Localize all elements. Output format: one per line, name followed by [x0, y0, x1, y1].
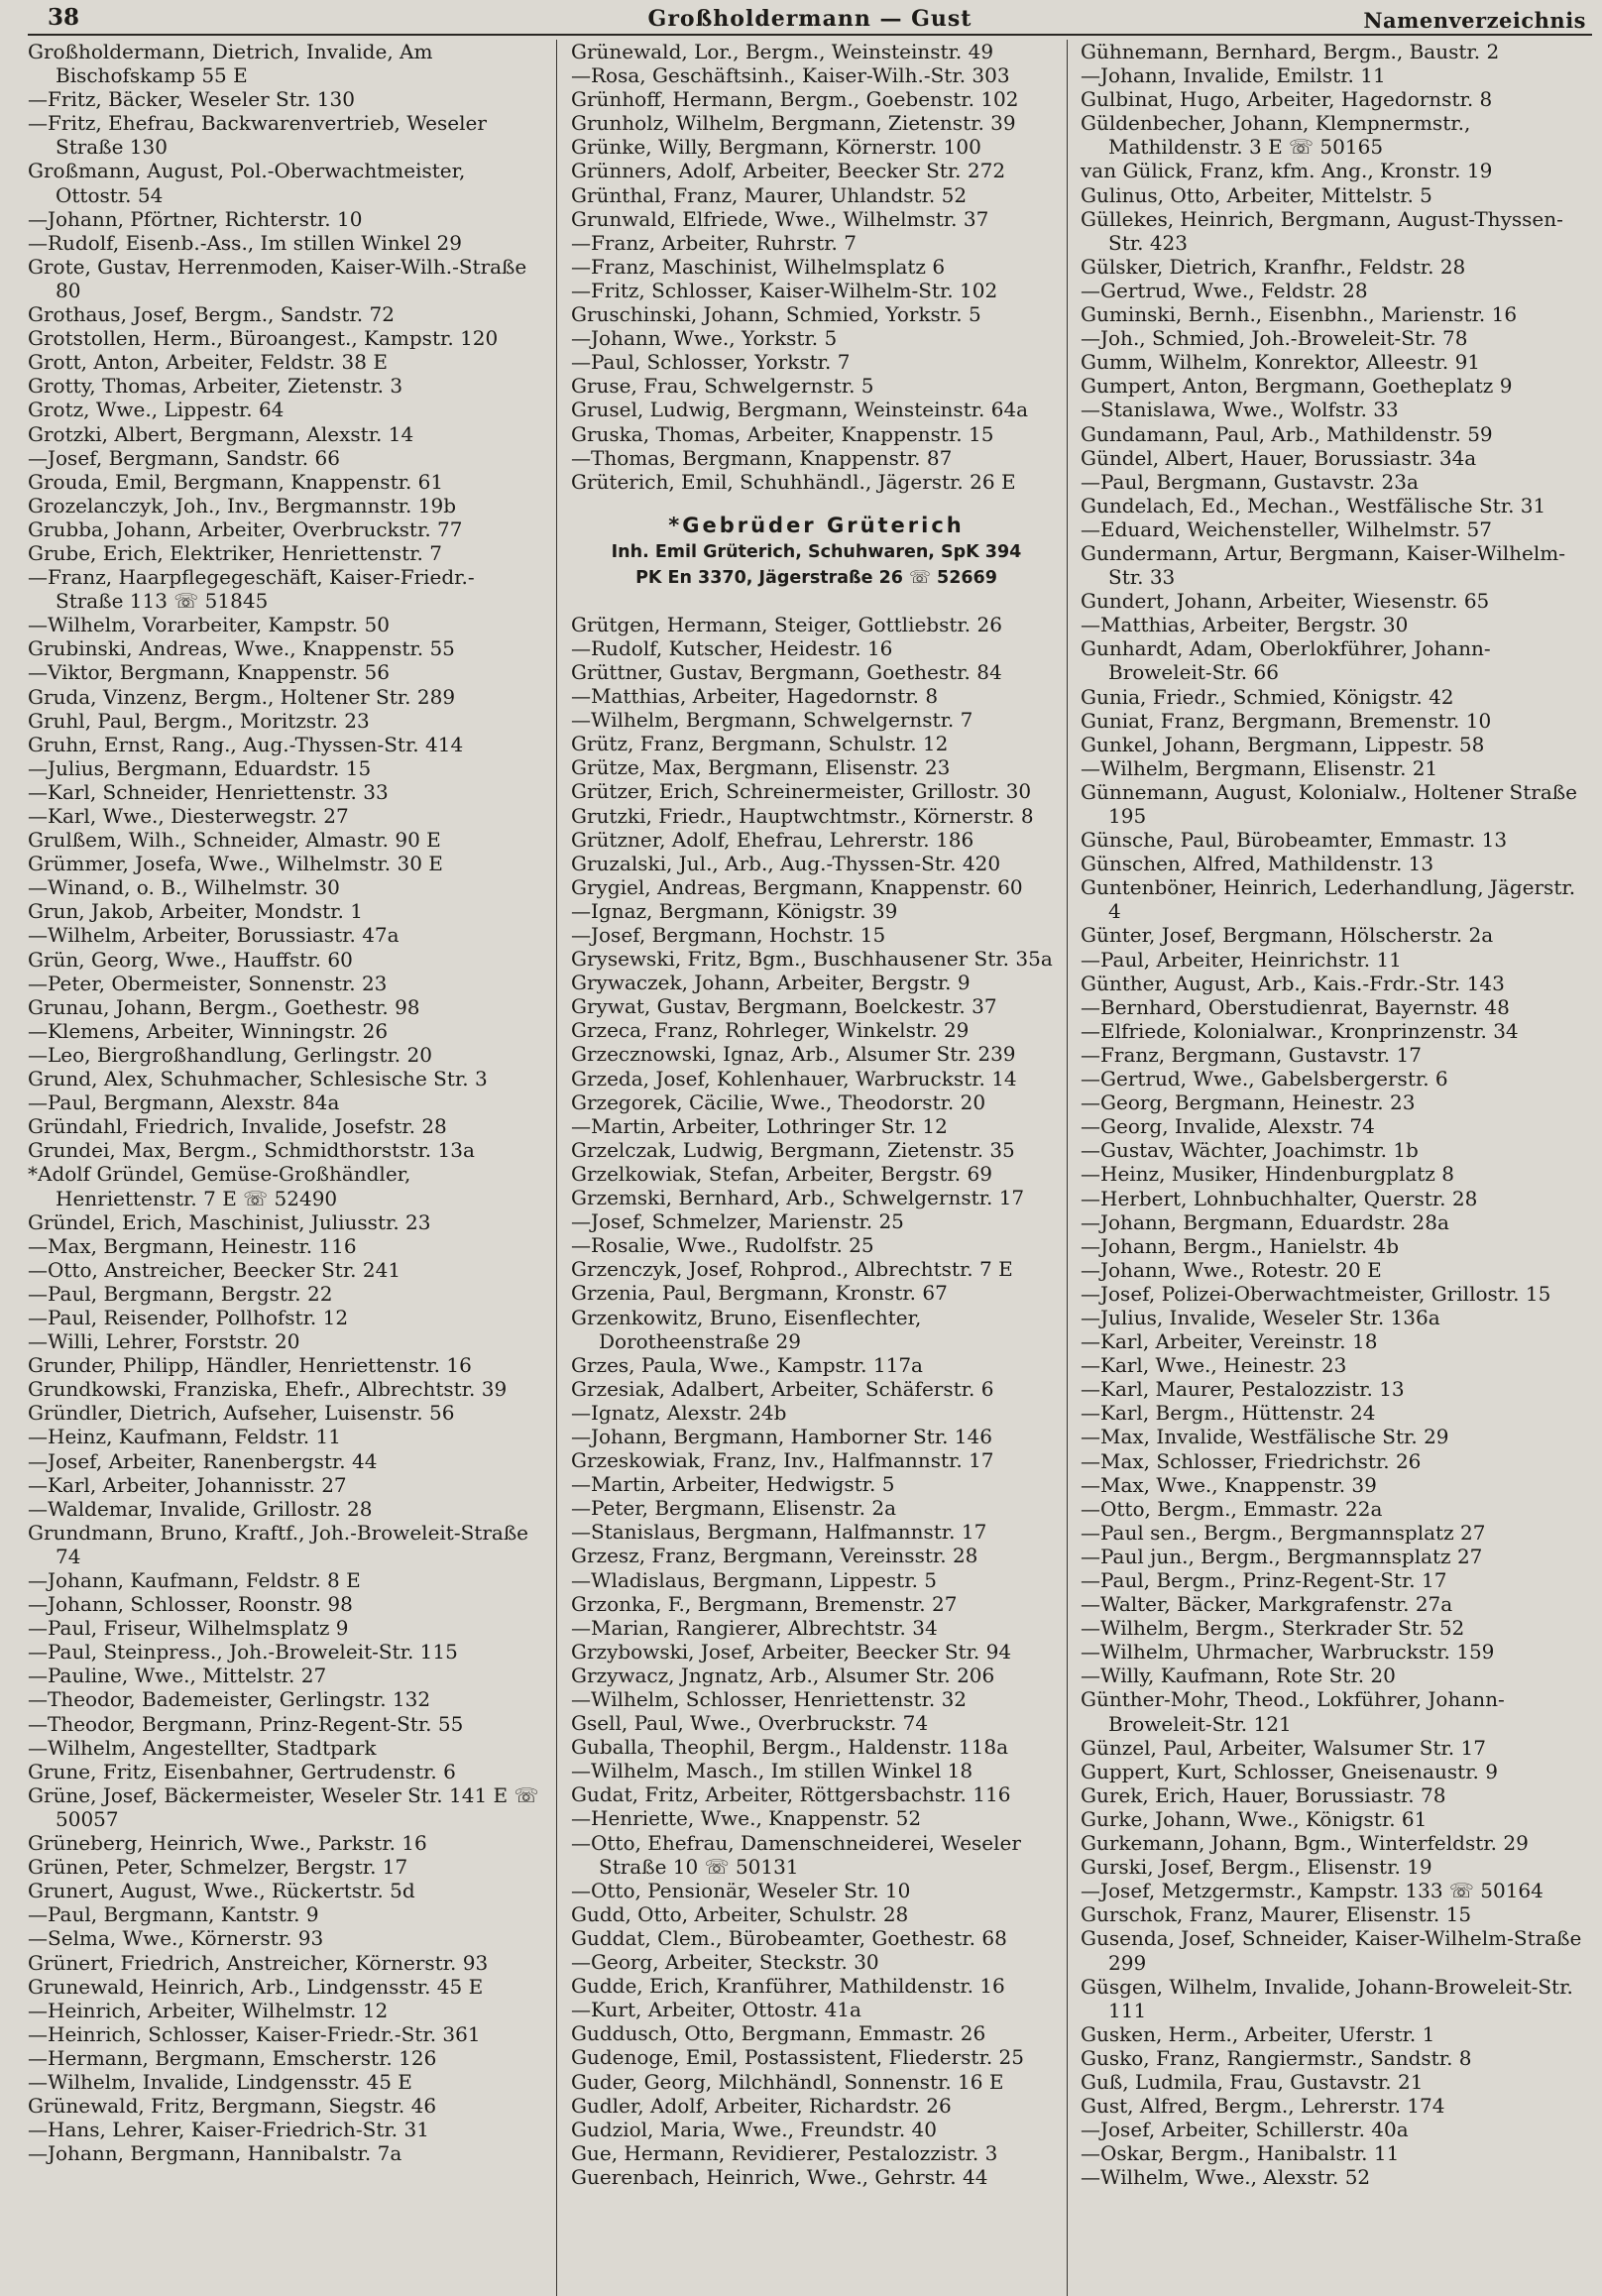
- directory-entry: —Julius, Bergmann, Eduardstr. 15: [28, 755, 372, 780]
- directory-entry: —Johann, Wwe., Yorkstr. 5: [571, 326, 838, 351]
- directory-entry: —Peter, Bergmann, Elisenstr. 2a: [571, 1496, 897, 1521]
- directory-entry: Gruhl, Paul, Bergm., Moritzstr. 23: [28, 708, 370, 733]
- directory-entry: Grzenkowitz, Bruno, Eisenflechter, Dorotheenstraße 29: [571, 1305, 922, 1353]
- directory-entry: —Georg, Invalide, Alexstr. 74: [1081, 1114, 1375, 1139]
- directory-entry: —Max, Wwe., Knappenstr. 39: [1081, 1472, 1377, 1497]
- directory-entry: Gruhn, Ernst, Rang., Aug.-Thyssen-Str. 414: [28, 732, 464, 756]
- directory-entry: —Marian, Rangierer, Albrechtstr. 34: [571, 1615, 938, 1640]
- directory-entry: Gumm, Wilhelm, Konrektor, Alleestr. 91: [1081, 350, 1481, 375]
- directory-entry: Grzelkowiak, Stefan, Arbeiter, Bergstr. 69: [571, 1161, 992, 1186]
- directory-entry: —Johann, Bergmann, Hamborner Str. 146: [571, 1424, 992, 1448]
- directory-entry: Großholdermann, Dietrich, Invalide, Am Bischofskamp 55 E: [28, 40, 433, 88]
- directory-entry: Grüneberg, Heinrich, Wwe., Parkstr. 16: [28, 1831, 427, 1856]
- directory-entry: —Heinrich, Arbeiter, Wilhelmstr. 12: [28, 1998, 389, 2022]
- directory-entry: Gruska, Thomas, Arbeiter, Knappenstr. 15: [571, 421, 994, 446]
- directory-entry: Grünthal, Franz, Maurer, Uhlandstr. 52: [571, 182, 968, 207]
- directory-entry: —Viktor, Bergmann, Knappenstr. 56: [28, 660, 390, 685]
- entry-columns: [28, 40, 1592, 2296]
- directory-entry: —Theodor, Bergmann, Prinz-Regent-Str. 55: [28, 1711, 464, 1736]
- directory-entry: —Paul, Bergm., Prinz-Regent-Str. 17: [1081, 1568, 1447, 1592]
- directory-entry: —Josef, Arbeiter, Schillerstr. 40a: [1081, 2118, 1409, 2142]
- directory-entry: —Max, Invalide, Westfälische Str. 29: [1081, 1425, 1449, 1449]
- directory-entry: Grubinski, Andreas, Wwe., Knappenstr. 55: [28, 636, 455, 661]
- directory-entry: —Rosalie, Wwe., Rudolfstr. 25: [571, 1233, 874, 1258]
- directory-entry: Grubba, Johann, Arbeiter, Overbruckstr. 77: [28, 517, 463, 541]
- directory-entry: —Johann, Wwe., Rotestr. 20 E: [1081, 1257, 1382, 1282]
- directory-entry: —Franz, Bergmann, Gustavstr. 17: [1081, 1042, 1422, 1067]
- directory-entry: —Fritz, Schlosser, Kaiser-Wilhelm-Str. 102: [571, 278, 998, 302]
- directory-entry: —Franz, Maschinist, Wilhelmsplatz 6: [571, 254, 946, 279]
- directory-entry: Grzelczak, Ludwig, Bergmann, Zietenstr. 35: [571, 1137, 1015, 1162]
- directory-entry: —Josef, Metzgermstr., Kampstr. 133 ☏ 50164: [1081, 1879, 1544, 1903]
- directory-entry: Gühnemann, Bernhard, Bergm., Baustr. 2: [1081, 40, 1500, 63]
- directory-entry: —Karl, Bergm., Hüttenstr. 24: [1081, 1401, 1376, 1426]
- directory-entry: Gudenoge, Emil, Postassistent, Fliederstr. 25: [571, 2045, 1024, 2070]
- directory-entry: —Wladislaus, Bergmann, Lippestr. 5: [571, 1567, 938, 1592]
- directory-entry: Grünewald, Lor., Bergm., Weinsteinstr. 49: [571, 40, 994, 63]
- directory-entry: Grzegorek, Cäcilie, Wwe., Theodorstr. 20: [571, 1090, 986, 1114]
- directory-entry: van Gülick, Franz, kfm. Ang., Kronstr. 19: [1081, 159, 1493, 183]
- directory-entry: Grotstollen, Herm., Büroangest., Kampstr. 120: [28, 326, 499, 351]
- ad-line-2: PK En 3370, Jägerstraße 26 ☏ 52669: [635, 567, 997, 588]
- directory-entry: Grüne, Josef, Bäckermeister, Weseler Str. 141 E ☏ 50057: [28, 1782, 539, 1831]
- column-3: [1067, 40, 1592, 2296]
- directory-entry: —Karl, Schneider, Henriettenstr. 33: [28, 779, 389, 804]
- directory-entry: —Herbert, Lohnbuchhalter, Querstr. 28: [1081, 1186, 1478, 1210]
- directory-entry: —Julius, Invalide, Weseler Str. 136a: [1081, 1305, 1440, 1329]
- directory-entry: —Rudolf, Kutscher, Heidestr. 16: [571, 635, 893, 660]
- directory-entry: Gurschok, Franz, Maurer, Elisenstr. 15: [1081, 1902, 1472, 1927]
- directory-entry: Güsgen, Wilhelm, Invalide, Johann-Broweleit-Str. 111: [1081, 1974, 1573, 2022]
- directory-entry: —Paul, Bergmann, Alexstr. 84a: [28, 1091, 340, 1115]
- directory-entry: *Adolf Gründel, Gemüse-Großhändler, Henriettenstr. 7 E ☏ 52490: [28, 1162, 411, 1210]
- advertisement-box: [571, 512, 1062, 591]
- directory-entry: —Fritz, Ehefrau, Backwarenvertrieb, Weseler Straße 130: [28, 111, 487, 160]
- directory-entry: —Franz, Haarpflegegeschäft, Kaiser-Friedr.-Straße 113 ☏ 51845: [28, 565, 475, 614]
- directory-entry: —Johann, Bergmann, Hannibalstr. 7a: [28, 2141, 402, 2166]
- directory-entry: Günther, August, Arb., Kais.-Frdr.-Str. 143: [1081, 971, 1505, 995]
- directory-entry: —Johann, Schlosser, Roonstr. 98: [28, 1592, 353, 1617]
- directory-entry: Grott, Anton, Arbeiter, Feldstr. 38 E: [28, 350, 388, 375]
- directory-entry: Grünners, Adolf, Arbeiter, Beecker Str. 272: [571, 159, 1006, 183]
- directory-entry: —Henriette, Wwe., Knappenstr. 52: [571, 1806, 922, 1831]
- directory-entry: Gründel, Erich, Maschinist, Juliusstr. 23: [28, 1209, 431, 1234]
- directory-entry: Grümmer, Josefa, Wwe., Wilhelmstr. 30 E: [28, 852, 443, 876]
- directory-entry: —Gustav, Wächter, Joachimstr. 1b: [1081, 1138, 1419, 1163]
- directory-entry: Grützer, Erich, Schreinermeister, Grillostr. 30: [571, 779, 1032, 804]
- directory-entry: Grzes, Paula, Wwe., Kampstr. 117a: [571, 1352, 923, 1377]
- directory-entry: Günter, Josef, Bergmann, Hölscherstr. 2a: [1081, 923, 1494, 948]
- directory-entry: —Johann, Bergmann, Eduardstr. 28a: [1081, 1209, 1449, 1234]
- directory-entry: —Fritz, Bäcker, Weseler Str. 130: [28, 87, 355, 112]
- directory-entry: Gudler, Adolf, Arbeiter, Richardstr. 26: [571, 2093, 952, 2118]
- directory-entry: Grzesiak, Adalbert, Arbeiter, Schäferstr. 6: [571, 1376, 994, 1401]
- directory-entry: —Josef, Bergmann, Sandstr. 66: [28, 445, 340, 470]
- directory-entry: —Matthias, Arbeiter, Bergstr. 30: [1081, 613, 1409, 637]
- directory-entry: Grusel, Ludwig, Bergmann, Weinsteinstr. 64a: [571, 398, 1029, 422]
- directory-entry: —Karl, Arbeiter, Vereinstr. 18: [1081, 1329, 1378, 1354]
- directory-entry: Grzemski, Bernhard, Arb., Schwelgernstr. 17: [571, 1186, 1025, 1210]
- directory-entry: Grouda, Emil, Bergmann, Knappenstr. 61: [28, 469, 444, 494]
- directory-entry: —Elfriede, Kolonialwar., Kronprinzenstr. 34: [1081, 1018, 1519, 1043]
- directory-entry: Grundmann, Bruno, Kraftf., Joh.-Broweleit-Straße 74: [28, 1520, 529, 1568]
- directory-entry: —Otto, Anstreicher, Beecker Str. 241: [28, 1257, 401, 1282]
- directory-entry: —Gertrud, Wwe., Feldstr. 28: [1081, 278, 1368, 302]
- directory-entry: Grotzki, Albert, Bergmann, Alexstr. 14: [28, 421, 414, 446]
- directory-entry: Gust, Alfred, Bergm., Lehrerstr. 174: [1081, 2094, 1445, 2119]
- directory-entry: —Paul jun., Bergm., Bergmannsplatz 27: [1081, 1544, 1483, 1568]
- column-2-bottom-entries: [571, 613, 1062, 2189]
- directory-entry: Günzel, Paul, Arbeiter, Walsumer Str. 17: [1081, 1735, 1486, 1760]
- directory-entry: —Ignaz, Bergmann, Königstr. 39: [571, 898, 898, 923]
- page-header: [28, 4, 1592, 36]
- directory-entry: Grzywacz, Jngnatz, Arb., Alsumer Str. 206: [571, 1663, 995, 1687]
- directory-entry: —Theodor, Bademeister, Gerlingstr. 132: [28, 1687, 431, 1712]
- directory-entry: Gurski, Josef, Bergm., Elisenstr. 19: [1081, 1855, 1432, 1880]
- directory-entry: —Winand, o. B., Wilhelmstr. 30: [28, 875, 340, 900]
- directory-entry: —Eduard, Weichensteller, Wilhelmstr. 57: [1081, 517, 1492, 541]
- directory-entry: Grünhoff, Hermann, Bergm., Goebenstr. 102: [571, 87, 1019, 112]
- directory-entry: —Wilhelm, Bergmann, Schwelgernstr. 7: [571, 708, 973, 733]
- directory-entry: Gruschinski, Johann, Schmied, Yorkstr. 5: [571, 302, 981, 327]
- directory-entry: Güldenbecher, Johann, Klempnermstr., Mathildenstr. 3 E ☏ 50165: [1081, 111, 1471, 160]
- section-title: Namenverzeichnis: [1363, 8, 1586, 33]
- directory-entry: Gruda, Vinzenz, Bergm., Holtener Str. 289: [28, 684, 456, 709]
- directory-entry: —Kurt, Arbeiter, Ottostr. 41a: [571, 1998, 861, 2022]
- directory-entry: Grzecznowski, Ignaz, Arb., Alsumer Str. 239: [571, 1042, 1016, 1067]
- directory-entry: Gundermann, Artur, Bergmann, Kaiser-Wilhelm-Str. 33: [1081, 540, 1565, 590]
- directory-entry: —Walter, Bäcker, Markgrafenstr. 27a: [1081, 1592, 1453, 1617]
- directory-entry: —Johann, Invalide, Emilstr. 11: [1081, 63, 1386, 88]
- directory-entry: Gülsker, Dietrich, Kranfhr., Feldstr. 28: [1081, 254, 1466, 279]
- directory-entry: Güllekes, Heinrich, Bergmann, August-Thyssen-Str. 423: [1081, 206, 1563, 255]
- directory-entry: Grunholz, Wilhelm, Bergmann, Zietenstr. 39: [571, 111, 1016, 136]
- directory-entry: Guppert, Kurt, Schlosser, Gneisenaustr. 9: [1081, 1759, 1498, 1783]
- directory-entry: Grywat, Gustav, Bergmann, Boelckestr. 37: [571, 994, 997, 1019]
- directory-entry: Günschen, Alfred, Mathildenstr. 13: [1081, 852, 1434, 876]
- directory-entry: Gundamann, Paul, Arb., Mathildenstr. 59: [1081, 421, 1493, 446]
- directory-entry: —Johann, Pförtner, Richterstr. 10: [28, 206, 363, 231]
- directory-entry: Grüterich, Emil, Schuhhändl., Jägerstr. 26 E: [571, 469, 1016, 494]
- directory-entry: Grozelanczyk, Joh., Inv., Bergmannstr. 19b: [28, 493, 456, 517]
- directory-entry: —Rosa, Geschäftsinh., Kaiser-Wilh.-Str. 303: [571, 63, 1010, 88]
- directory-entry: Günnemann, August, Kolonialw., Holtener Straße 195: [1081, 779, 1577, 828]
- directory-entry: —Wilhelm, Vorarbeiter, Kampstr. 50: [28, 613, 390, 637]
- directory-entry: —Paul, Bergmann, Kantstr. 9: [28, 1902, 319, 1927]
- directory-entry: Gudziol, Maria, Wwe., Freundstr. 40: [571, 2117, 937, 2141]
- directory-entry: Grunert, August, Wwe., Rückertstr. 5d: [28, 1879, 415, 1903]
- directory-entry: —Wilhelm, Arbeiter, Borussiastr. 47a: [28, 923, 400, 948]
- directory-entry: —Pauline, Wwe., Mittelstr. 27: [28, 1664, 327, 1688]
- directory-entry: Guniat, Franz, Bergmann, Bremenstr. 10: [1081, 708, 1492, 733]
- directory-entry: —Matthias, Arbeiter, Hagedornstr. 8: [571, 684, 939, 709]
- directory-entry: Grünewald, Fritz, Bergmann, Siegstr. 46: [28, 2094, 437, 2119]
- directory-entry: —Josef, Polizei-Oberwachtmeister, Grillostr. 15: [1081, 1281, 1551, 1306]
- directory-entry: —Waldemar, Invalide, Grillostr. 28: [28, 1496, 373, 1521]
- directory-entry: Gunhardt, Adam, Oberlokführer, Johann-Broweleit-Str. 66: [1081, 636, 1491, 685]
- directory-entry: —Max, Bergmann, Heinestr. 116: [28, 1233, 357, 1258]
- directory-entry: —Wilhelm, Wwe., Alexstr. 52: [1081, 2165, 1371, 2190]
- directory-entry: —Paul, Schlosser, Yorkstr. 7: [571, 350, 851, 375]
- directory-entry: —Gertrud, Wwe., Gabelsbergerstr. 6: [1081, 1067, 1448, 1091]
- directory-entry: —Josef, Bergmann, Hochstr. 15: [571, 923, 886, 947]
- directory-entry: Gunia, Friedr., Schmied, Königstr. 42: [1081, 684, 1454, 709]
- directory-entry: —Wilhelm, Angestellter, Stadtpark: [28, 1735, 377, 1760]
- directory-entry: Grundkowski, Franziska, Ehefr., Albrechtstr. 39: [28, 1377, 508, 1402]
- directory-entry: —Georg, Arbeiter, Steckstr. 30: [571, 1950, 879, 1975]
- directory-entry: Gurke, Johann, Wwe., Königstr. 61: [1081, 1806, 1428, 1831]
- directory-entry: Großmann, August, Pol.-Oberwachtmeister, Ottostr. 54: [28, 159, 466, 207]
- directory-entry: —Paul sen., Bergm., Bergmannsplatz 27: [1081, 1520, 1486, 1545]
- directory-entry: Gsell, Paul, Wwe., Overbruckstr. 74: [571, 1711, 929, 1736]
- directory-entry: Guß, Ludmila, Frau, Gustavstr. 21: [1081, 2069, 1424, 2094]
- directory-entry: Gulinus, Otto, Arbeiter, Mittelstr. 5: [1081, 182, 1432, 207]
- directory-entry: —Willy, Kaufmann, Rote Str. 20: [1081, 1664, 1396, 1688]
- directory-entry: Grzeda, Josef, Kohlenhauer, Warbruckstr. 14: [571, 1066, 1017, 1091]
- directory-entry: Grzesz, Franz, Bergmann, Vereinsstr. 28: [571, 1544, 978, 1568]
- directory-entry: —Bernhard, Oberstudienrat, Bayernstr. 48: [1081, 994, 1510, 1019]
- directory-entry: —Wilhelm, Bergm., Sterkrader Str. 52: [1081, 1616, 1465, 1641]
- directory-entry: Grzonka, F., Bergmann, Bremenstr. 27: [571, 1591, 958, 1616]
- directory-entry: Gumpert, Anton, Bergmann, Goetheplatz 9: [1081, 374, 1513, 399]
- directory-entry: Grundei, Max, Bergm., Schmidthorststr. 13a: [28, 1138, 475, 1163]
- ad-title: *Gebrüder Grüterich: [668, 513, 965, 537]
- directory-entry: Grotty, Thomas, Arbeiter, Zietenstr. 3: [28, 374, 403, 399]
- directory-entry: —Paul, Reisender, Pollhofstr. 12: [28, 1305, 349, 1329]
- directory-entry: —Karl, Wwe., Diesterwegstr. 27: [28, 804, 349, 828]
- running-title: Großholdermann — Gust: [647, 6, 973, 32]
- directory-entry: —Stanislaus, Bergmann, Halfmannstr. 17: [571, 1520, 987, 1545]
- directory-entry: Grzybowski, Josef, Arbeiter, Beecker Str. 94: [571, 1639, 1012, 1664]
- directory-entry: Grünke, Willy, Bergmann, Körnerstr. 100: [571, 135, 981, 160]
- directory-entry: —Paul, Arbeiter, Heinrichstr. 11: [1081, 947, 1402, 972]
- directory-entry: —Stanislawa, Wwe., Wolfstr. 33: [1081, 398, 1399, 422]
- directory-entry: Grywaczek, Johann, Arbeiter, Bergstr. 9: [571, 971, 971, 995]
- directory-entry: —Wilhelm, Bergmann, Elisenstr. 21: [1081, 755, 1438, 780]
- directory-entry: Gunkel, Johann, Bergmann, Lippestr. 58: [1081, 732, 1485, 756]
- directory-entry: —Johann, Kaufmann, Feldstr. 8 E: [28, 1568, 361, 1592]
- directory-entry: Guddusch, Otto, Bergmann, Emmastr. 26: [571, 2021, 986, 2046]
- directory-entry: Gudd, Otto, Arbeiter, Schulstr. 28: [571, 1901, 909, 1926]
- directory-entry: Grün, Georg, Wwe., Hauffstr. 60: [28, 947, 353, 972]
- directory-entry: —Wilhelm, Masch., Im stillen Winkel 18: [571, 1759, 973, 1783]
- directory-entry: Grünen, Peter, Schmelzer, Bergstr. 17: [28, 1855, 408, 1880]
- directory-entry: —Otto, Bergm., Emmastr. 22a: [1081, 1496, 1383, 1521]
- directory-entry: Guerenbach, Heinrich, Wwe., Gehrstr. 44: [571, 2164, 988, 2189]
- directory-entry: —Heinz, Musiker, Hindenburgplatz 8: [1081, 1162, 1454, 1187]
- directory-entry: Grütz, Franz, Bergmann, Schulstr. 12: [571, 732, 949, 756]
- directory-entry: Grütgen, Hermann, Steiger, Gottliebstr. 26: [571, 612, 1002, 636]
- directory-entry: Gründler, Dietrich, Aufseher, Luisenstr. 56: [28, 1401, 455, 1426]
- directory-entry: —Otto, Pensionär, Weseler Str. 10: [571, 1878, 911, 1902]
- page-number: 38: [48, 4, 80, 31]
- directory-entry: Gurek, Erich, Hauer, Borussiastr. 78: [1081, 1782, 1446, 1807]
- directory-entry: —Karl, Arbeiter, Johannisstr. 27: [28, 1472, 347, 1497]
- directory-entry: —Johann, Bergm., Hanielstr. 4b: [1081, 1233, 1400, 1258]
- directory-entry: Guddat, Clem., Bürobeamter, Goethestr. 68: [571, 1925, 1007, 1950]
- directory-entry: Grund, Alex, Schuhmacher, Schlesische Str. 3: [28, 1067, 488, 1091]
- directory-entry: —Hans, Lehrer, Kaiser-Friedrich-Str. 31: [28, 2118, 429, 2142]
- directory-entry: Guballa, Theophil, Bergm., Haldenstr. 118a: [571, 1735, 1008, 1760]
- directory-entry: —Selma, Wwe., Körnerstr. 93: [28, 1926, 324, 1951]
- directory-entry: —Paul, Bergmann, Bergstr. 22: [28, 1281, 333, 1306]
- directory-entry: Gusko, Franz, Rangiermstr., Sandstr. 8: [1081, 2045, 1472, 2070]
- directory-entry: —Paul, Bergmann, Gustavstr. 23a: [1081, 469, 1419, 494]
- directory-entry: Grygiel, Andreas, Bergmann, Knappenstr. 60: [571, 874, 1023, 899]
- directory-entry: —Hermann, Bergmann, Emscherstr. 126: [28, 2045, 437, 2070]
- directory-entry: Gundert, Johann, Arbeiter, Wiesenstr. 65: [1081, 589, 1490, 614]
- directory-entry: —Max, Schlosser, Friedrichstr. 26: [1081, 1448, 1422, 1473]
- column-2-top-entries: [571, 40, 1062, 494]
- directory-entry: —Leo, Biergroßhandlung, Gerlingstr. 20: [28, 1042, 432, 1067]
- directory-entry: Grube, Erich, Elektriker, Henriettenstr. 7: [28, 540, 442, 565]
- directory-entry: Grutzki, Friedr., Hauptwchtmstr., Körnerstr. 8: [571, 803, 1034, 828]
- directory-entry: —Paul, Steinpress., Joh.-Broweleit-Str. 115: [28, 1640, 458, 1665]
- directory-entry: —Franz, Arbeiter, Ruhrstr. 7: [571, 230, 857, 255]
- directory-entry: —Thomas, Bergmann, Knappenstr. 87: [571, 445, 953, 470]
- directory-entry: Gudde, Erich, Kranführer, Mathildenstr. 16: [571, 1974, 1005, 1999]
- column-1: [28, 40, 541, 2296]
- directory-entry: Gündel, Albert, Hauer, Borussiastr. 34a: [1081, 445, 1477, 470]
- directory-entry: Gruse, Frau, Schwelgernstr. 5: [571, 374, 874, 399]
- directory-entry: —Heinz, Kaufmann, Feldstr. 11: [28, 1425, 341, 1449]
- directory-entry: Grüttner, Gustav, Bergmann, Goethestr. 84: [571, 659, 1002, 684]
- directory-entry: Guder, Georg, Milchhändl, Sonnenstr. 16 E: [571, 2069, 1004, 2094]
- directory-entry: —Josef, Schmelzer, Marienstr. 25: [571, 1209, 904, 1234]
- directory-entry: —Peter, Obermeister, Sonnenstr. 23: [28, 971, 388, 995]
- directory-entry: Grun, Jakob, Arbeiter, Mondstr. 1: [28, 899, 363, 924]
- directory-entry: —Georg, Bergmann, Heinestr. 23: [1081, 1091, 1416, 1115]
- directory-entry: Gusken, Herm., Arbeiter, Uferstr. 1: [1081, 2021, 1435, 2046]
- directory-entry: —Karl, Maurer, Pestalozzistr. 13: [1081, 1377, 1405, 1402]
- directory-entry: —Paul, Friseur, Wilhelmsplatz 9: [28, 1616, 349, 1641]
- directory-entry: Grzenia, Paul, Bergmann, Kronstr. 67: [571, 1281, 948, 1306]
- directory-entry: Gründahl, Friedrich, Invalide, Josefstr. 28: [28, 1114, 447, 1139]
- directory-entry: Grunau, Johann, Bergm., Goethestr. 98: [28, 994, 420, 1019]
- directory-entry: Grützner, Adolf, Ehefrau, Lehrerstr. 186: [571, 827, 974, 852]
- directory-entry: Grünert, Friedrich, Anstreicher, Körnerstr. 93: [28, 1950, 489, 1975]
- directory-entry: Grunwald, Elfriede, Wwe., Wilhelmstr. 37: [571, 206, 989, 231]
- directory-entry: —Karl, Wwe., Heinestr. 23: [1081, 1353, 1347, 1378]
- directory-entry: —Wilhelm, Schlosser, Henriettenstr. 32: [571, 1687, 968, 1711]
- directory-entry: Gue, Hermann, Revidierer, Pestalozzistr. 3: [571, 2140, 998, 2165]
- directory-entry: —Oskar, Bergm., Hanibalstr. 11: [1081, 2141, 1400, 2166]
- directory-entry: Gundelach, Ed., Mechan., Westfälische Str. 31: [1081, 493, 1546, 517]
- directory-entry: —Martin, Arbeiter, Hedwigstr. 5: [571, 1472, 895, 1497]
- directory-entry: Grote, Gustav, Herrenmoden, Kaiser-Wilh.-Straße 80: [28, 254, 527, 302]
- directory-entry: —Martin, Arbeiter, Lothringer Str. 12: [571, 1113, 948, 1138]
- directory-entry: Grzeca, Franz, Rohrleger, Winkelstr. 29: [571, 1018, 970, 1043]
- directory-entry: Guminski, Bernh., Eisenbhn., Marienstr. 16: [1081, 302, 1518, 327]
- directory-entry: Grune, Fritz, Eisenbahner, Gertrudenstr. 6: [28, 1759, 456, 1783]
- directory-entry: Gudat, Fritz, Arbeiter, Röttgersbachstr. 116: [571, 1782, 1011, 1807]
- directory-entry: Grunewald, Heinrich, Arb., Lindgensstr. 45 E: [28, 1974, 484, 1999]
- directory-entry: Gulbinat, Hugo, Arbeiter, Hagedornstr. 8: [1081, 87, 1493, 112]
- directory-entry: —Wilhelm, Uhrmacher, Warbruckstr. 159: [1081, 1640, 1495, 1665]
- directory-entry: Guntenböner, Heinrich, Lederhandlung, Jägerstr. 4: [1081, 875, 1576, 924]
- directory-entry: Günther-Mohr, Theod., Lokführer, Johann-Broweleit-Str. 121: [1081, 1687, 1505, 1736]
- ad-line-1: Inh. Emil Grüterich, Schuhwaren, SpK 394: [611, 541, 1022, 562]
- directory-entry: Gusenda, Josef, Schneider, Kaiser-Wilhelm-Straße 299: [1081, 1926, 1582, 1975]
- column-2: [556, 40, 1062, 2296]
- directory-entry: Grunder, Philipp, Händler, Henriettenstr. 16: [28, 1353, 472, 1378]
- directory-entry: —Joh., Schmied, Joh.-Broweleit-Str. 78: [1081, 326, 1468, 351]
- directory-entry: —Wilhelm, Invalide, Lindgensstr. 45 E: [28, 2069, 412, 2094]
- directory-entry: —Klemens, Arbeiter, Winningstr. 26: [28, 1018, 389, 1043]
- directory-entry: —Willi, Lehrer, Forststr. 20: [28, 1329, 300, 1354]
- directory-entry: Grotz, Wwe., Lippestr. 64: [28, 398, 285, 422]
- directory-entry: —Otto, Ehefrau, Damenschneiderei, Weseler Straße 10 ☏ 50131: [571, 1830, 1021, 1879]
- directory-entry: —Ignatz, Alexstr. 24b: [571, 1400, 787, 1425]
- directory-entry: Gurkemann, Johann, Bgm., Winterfeldstr. 29: [1081, 1831, 1529, 1856]
- directory-entry: Grulßem, Wilh., Schneider, Almastr. 90 E: [28, 828, 441, 853]
- directory-entry: —Rudolf, Eisenb.-Ass., Im stillen Winkel 29: [28, 230, 462, 255]
- directory-entry: —Josef, Arbeiter, Ranenbergstr. 44: [28, 1448, 378, 1473]
- directory-entry: Grütze, Max, Bergmann, Elisenstr. 23: [571, 755, 951, 780]
- directory-entry: —Heinrich, Schlosser, Kaiser-Friedr.-Str. 361: [28, 2021, 481, 2046]
- directory-entry: Günsche, Paul, Bürobeamter, Emmastr. 13: [1081, 828, 1508, 853]
- directory-entry: Gruzalski, Jul., Arb., Aug.-Thyssen-Str. 420: [571, 851, 1001, 875]
- directory-entry: Grothaus, Josef, Bergm., Sandstr. 72: [28, 302, 395, 327]
- directory-entry: Grysewski, Fritz, Bgm., Buschhausener Str. 35a: [571, 947, 1053, 972]
- directory-entry: Grzeskowiak, Franz, Inv., Halfmannstr. 17: [571, 1448, 994, 1473]
- directory-entry: Grzenczyk, Josef, Rohprod., Albrechtstr. 7 E: [571, 1257, 1013, 1282]
